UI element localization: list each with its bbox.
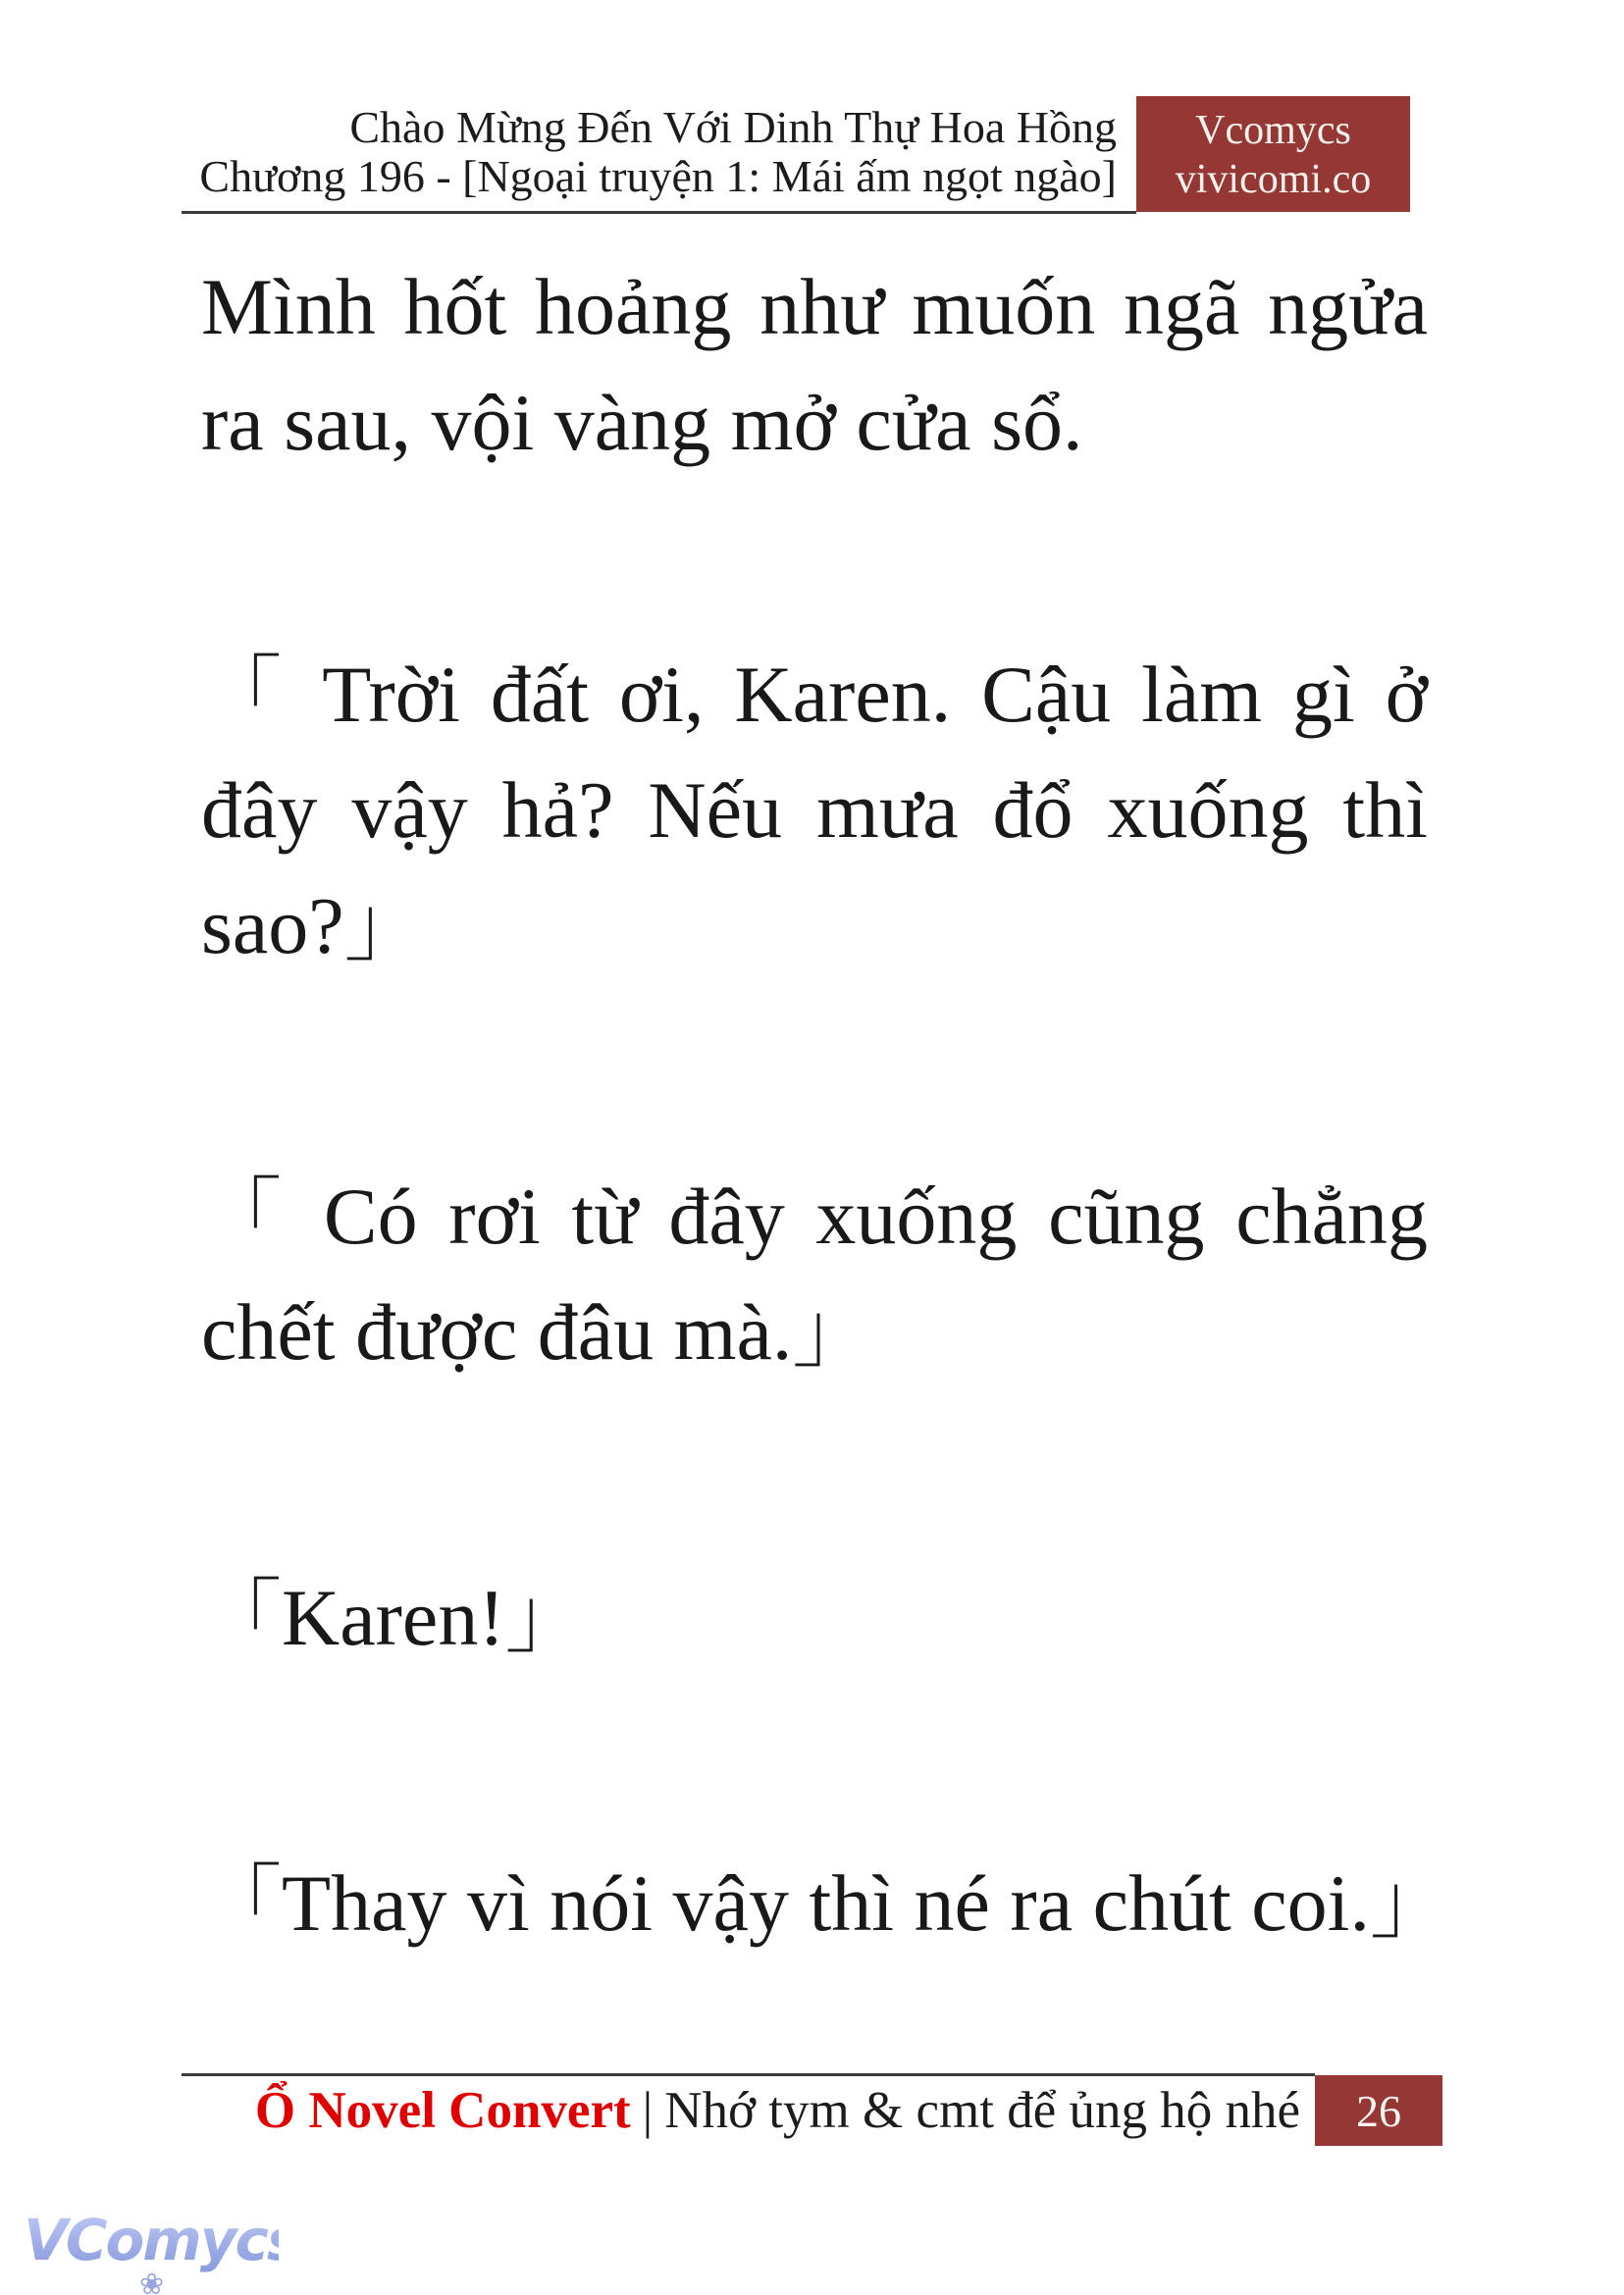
footer-brand: Ổ Novel Convert: [254, 2082, 631, 2139]
paragraph: [201, 1159, 1428, 1390]
text-line: 「Thay vì nói vậy thì né ra chút coi.」: [201, 1858, 1450, 1948]
chapter-title: Chương 196 - [Ngoại truyện 1: Mái ấm ngọt ngào]: [199, 151, 1117, 201]
text-line: 「Karen!」: [201, 1573, 586, 1662]
footer-separator: |: [642, 2082, 654, 2139]
flower-icon: ❀: [139, 2268, 165, 2295]
text-line: chết được đâu mà.」: [201, 1287, 873, 1377]
paragraph: [201, 249, 1428, 481]
text-line: ra sau, vội vàng mở cửa sổ.: [201, 378, 1083, 467]
text-line: 「 Có rơi từ đây xuống cũng chẳng: [201, 1172, 1428, 1261]
footer-divider: [182, 2073, 1315, 2076]
text-line: Mình hốt hoảng như muốn ngã ngửa: [201, 262, 1428, 351]
paragraph: [201, 1560, 1428, 1676]
text-line: 「 Trời đất ơi, Karen. Cậu làm gì ở: [201, 650, 1428, 739]
footer: [201, 2081, 1300, 2140]
vcomycs-watermark: [24, 2206, 299, 2295]
watermark-text: VComycs: [24, 2207, 299, 2273]
paragraph: [201, 637, 1428, 984]
text-line: sao?」: [201, 881, 425, 970]
site-badge-name: Vcomycs: [1195, 108, 1351, 153]
text-line: đây vậy hả? Nếu mưa đổ xuống thì: [201, 765, 1428, 855]
site-badge-domain: vivicomi.co: [1175, 157, 1372, 202]
paragraph: [201, 1846, 1450, 1961]
page-number-badge: [1315, 2075, 1442, 2146]
series-title: Chào Mừng Đến Với Dinh Thự Hoa Hồng: [349, 102, 1117, 152]
page-number: 26: [1356, 2085, 1401, 2136]
header-divider: [182, 211, 1136, 214]
page-header: [182, 103, 1117, 201]
footer-note: Nhớ tym & cmt để ủng hộ nhé: [664, 2082, 1300, 2139]
site-badge: [1136, 96, 1410, 212]
